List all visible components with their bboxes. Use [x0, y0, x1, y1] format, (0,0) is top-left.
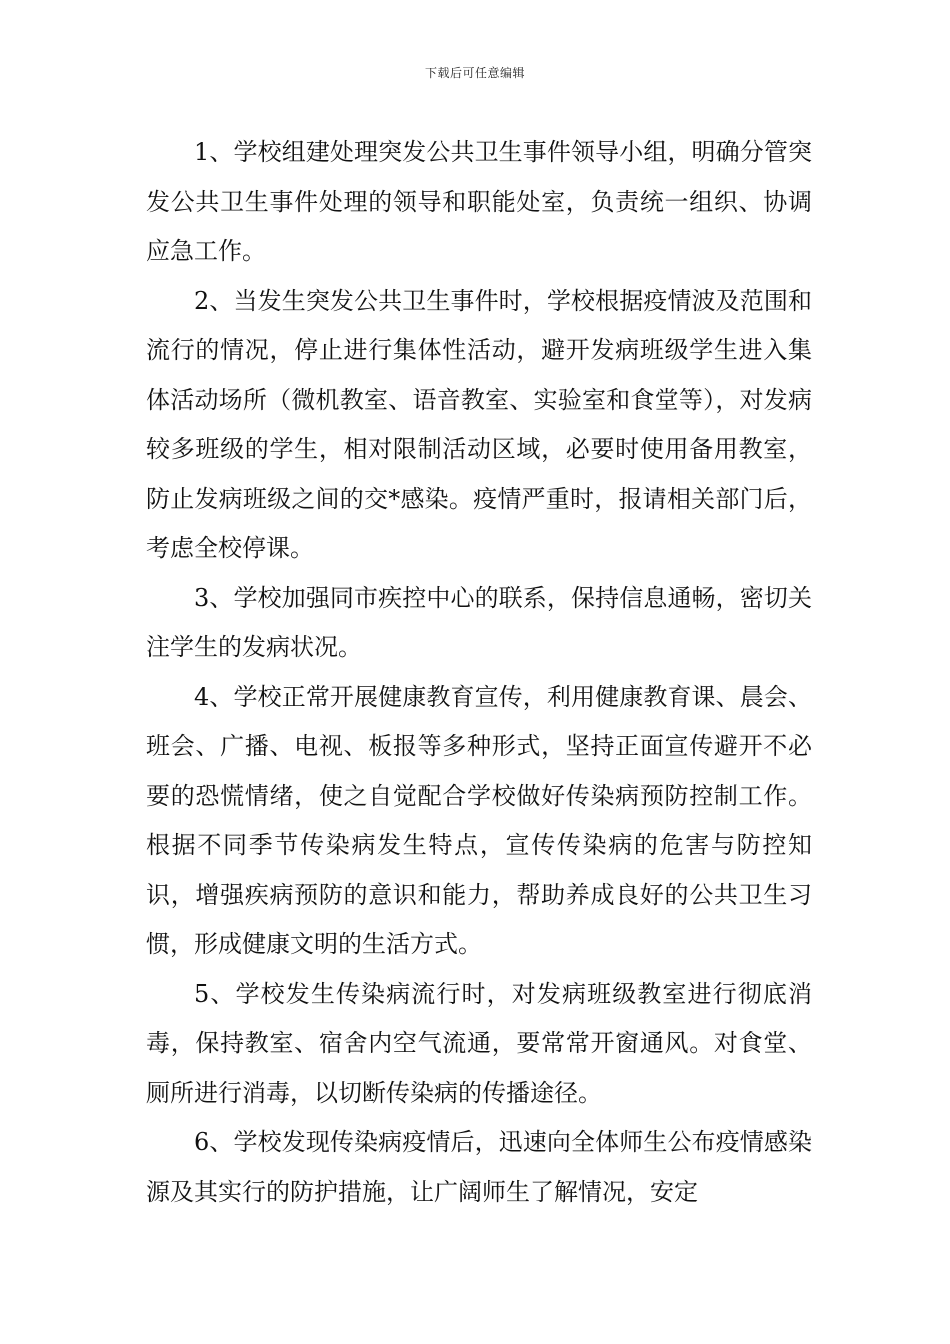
paragraph-4: 4、学校正常开展健康教育宣传，利用健康教育课、晨会、班会、广播、电视、板报等多种形式，坚持正面宣传避开不必要的恐慌情绪，使之自觉配合学校做好传染病预防控制工作。根据不同季节传染病发生特点，宣传传染病的危害与防控知识，增强疾病预防的意识和能力，帮助养成良好的公共卫生习惯，形成健康文明的生活方式。 — [146, 682, 812, 958]
paragraph-3: 3、学校加强同市疾控中心的联系，保持信息通畅，密切关注学生的发病状况。 — [146, 583, 812, 661]
document-body — [146, 128, 812, 1217]
page-header: 下载后可任意编辑 — [424, 66, 525, 80]
paragraph-1: 1、学校组建处理突发公共卫生事件领导小组，明确分管突发公共卫生事件处理的领导和职能处室，负责统一组织、协调应急工作。 — [146, 138, 812, 265]
paragraph-6: 6、学校发现传染病疫情后，迅速向全体师生公布疫情感染源及其实行的防护措施，让广阔师生了解情况，安定 — [146, 1128, 812, 1206]
paragraph-5: 5、学校发生传染病流行时，对发病班级教室进行彻底消毒，保持教室、宿舍内空气流通，要常常开窗通风。对食堂、厕所进行消毒，以切断传染病的传播途径。 — [146, 979, 812, 1107]
paragraph-2: 2、当发生突发公共卫生事件时，学校根据疫情波及范围和流行的情况，停止进行集体性活动，避开发病班级学生进入集体活动场所（微机教室、语音教室、实验室和食堂等），对发病较多班级的学生，相对限制活动区域，必要时使用备用教室，防止发病班级之间的交*感染。疫情严重时，报请相关部门后，考虑全校停课。 — [146, 286, 812, 562]
